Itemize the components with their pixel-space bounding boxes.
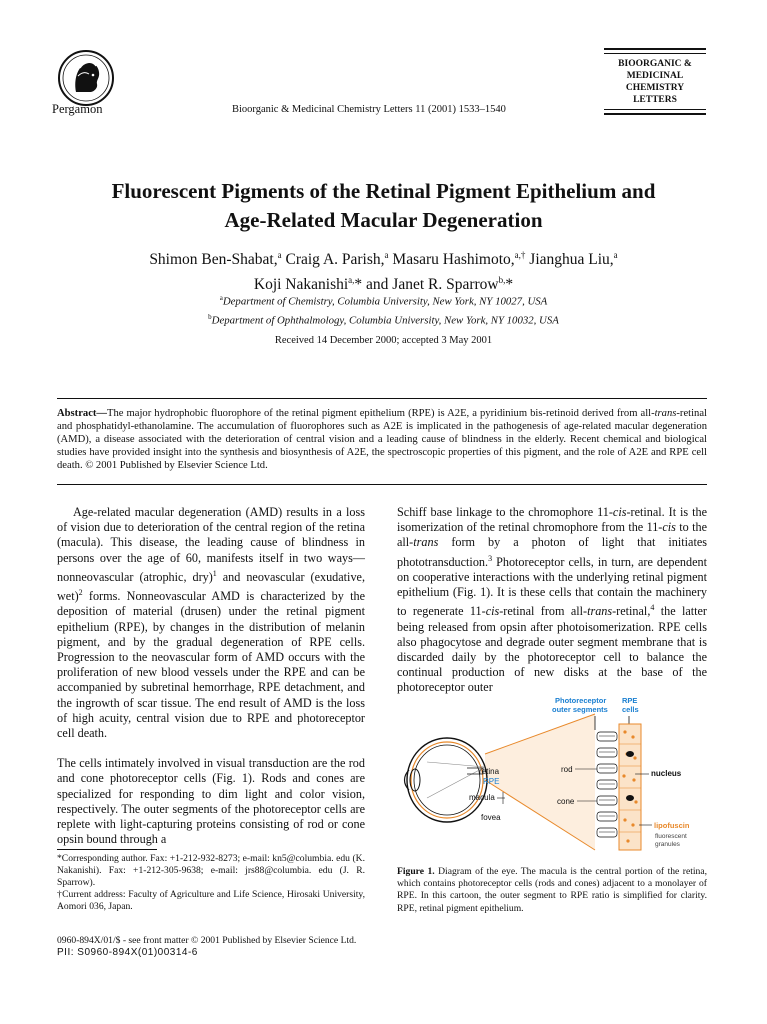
abstract-bottom-rule [57, 484, 707, 485]
eye-drawing [405, 738, 488, 822]
publisher-name: Pergamon [52, 102, 103, 116]
page-footer [57, 935, 356, 959]
paragraph-1: Age-related macular degeneration (AMD) results in a loss of vision due to deterioration of the central region of the retina (macula). This disease, the leading cause of blindness in persons over the age of 60, manifests itself in two ways—nonneovascular (atrophic, dry)$^1$ and neovascular (exudative, wet)$^2$ forms. Nonneovascular AMD is characterized by the deposition of material (drusen) under the retinal pigment epithelium (RPE), by changes in the distribution of melanin pigment, and by the gradual degeneration of RPE cells. Progression to the neovascular form of AMD occurs with the proliferation of new blood vessels under the RPE and can be accompanied by subretinal hemorrhage, RPE detachment, and the ingrowth of scar tissue. The end result of AMD is the loss of high acuity, central vision due to RPE and photoreceptor cell death. [57, 505, 365, 740]
label-outer-segments: outer segments [552, 705, 608, 714]
label-retina: retina [479, 767, 500, 776]
figure-1-eye-diagram [397, 692, 707, 860]
figure-1-caption: Figure 1. Diagram of the eye. The macula is the central portion of the retina, which contains photoreceptor cells (rods and cones) adjacent to a monolayer of RPE. In this cartoon, the outer segment to RPE ratio is simplified for clarity. RPE, retinal pigment epithelium. [397, 866, 707, 914]
paragraph-2: The cells intimately involved in visual transduction are the rod and cone photoreceptor cells (Fig. 1). Rods and cones are specialized for responding to dim light and color vision, respectively. The outer segments of the photoreceptor cells are replete with light-capturing proteins consisting of rod or cone opsin bound through a [57, 756, 365, 847]
pii-line: PII: S0960-894X(01)00314-6 [57, 947, 198, 958]
label-fluorescent: fluorescent [655, 833, 687, 840]
pergamon-logo [56, 48, 116, 108]
paper-title: Fluorescent Pigments of the Retinal Pigment Epithelium and Age-Related Macular Degeneration [111, 179, 656, 232]
label-rpe-left: RPE [483, 777, 500, 786]
abstract: Abstract—The major hydrophobic fluorophore of the retinal pigment epithelium (RPE) is A2E, a pyridinium bis-retinoid derived from all-trans-retinal and phosphatidyl-ethanolamine. The accumulation of fluorophores such as A2E is implicated in the pathogenesis of age-related macular degeneration (AMD), a disease associated with the deterioration of central vision and a leading cause of blindness in the elderly. Recent chemical and biological studies have provided insight into the synthesis and biosynthesis of A2E, the spectroscopic properties of this pigment, and the role of A2E and RPE cell death. © 2001 Published by Elsevier Science Ltd. [57, 408, 707, 471]
body-column-left [57, 505, 365, 847]
body-column-right [397, 505, 707, 696]
paragraph-3: Schiff base linkage to the chromophore 11-cis-retinal. It is the isomerization of the retinal chromophore from the 11-cis to the all-trans form by a photon of light that initiates phototransduction.$^3$ Photoreceptor cells, in turn, are dependent on cooperative interactions with the underlying retinal pigment epithelium (Fig. 1). It is these cells that contain the machinery to regenerate 11-cis-retinal from all-trans-retinal,$^4$ the latter being released from opsin after photoisomerization. RPE cells also phagocytose and degrade outer segment membrane that is discarded daily by the photoreceptor cell to balance the continual production of new disks at the base of the photoreceptor outer [397, 505, 708, 695]
label-macula: macula [469, 793, 495, 802]
label-lipofuscin: lipofuscin [654, 821, 690, 830]
abstract-top-rule [57, 398, 707, 399]
footnote-rule [57, 849, 157, 850]
label-photoreceptor: Photoreceptor [555, 696, 607, 705]
affiliations: $^a$Department of Chemistry, Columbia University, New York, NY 10027, USA $^b$Department of Ophthalmology, Columbia University, New York, NY 10032, USA [208, 294, 559, 327]
label-nucleus: nucleus [651, 769, 682, 778]
rpe-cell-column [619, 724, 641, 850]
copyright-line: 0960-894X/01/$ - see front matter © 2001 Published by Elsevier Science Ltd. [57, 935, 357, 946]
journal-box-name: BIOORGANIC & MEDICINAL CHEMISTRY LETTERS [618, 59, 692, 105]
footnote-current-address: †Current address: Faculty of Agriculture and Life Science, Hirosaki University, Aomori 036, Japan. [57, 889, 365, 912]
journal-box [604, 48, 706, 115]
author-list: Shimon Ben-Shabat,$^a$ Craig A. Parish,$^a$ Masaru Hashimoto,$^{a,\dagger}$ Jianghua Liu,$^a$ Koji Nakanishi$^{a,}$* and Janet R. Sparrow$^{b,}$* [149, 250, 618, 294]
label-cells: cells [622, 705, 639, 714]
journal-citation: Bioorganic & Medicinal Chemistry Letters 11 (2001) 1533–1540 [232, 104, 506, 115]
photoreceptor-cells [597, 732, 617, 837]
label-rod: rod [561, 765, 573, 774]
label-fovea: fovea [481, 813, 501, 822]
label-granules: granules [655, 841, 680, 848]
label-rpe-top: RPE [622, 696, 638, 705]
received-dates: Received 14 December 2000; accepted 3 May 2001 [274, 335, 493, 346]
label-cone: cone [557, 797, 575, 806]
footnote-corresponding: *Corresponding author. Fax: +1-212-932-8273; e-mail: kn5@columbia. edu (K. Nakanishi). Fax: +1-212-305-9638; e-mail: jrs88@columbia. edu (J. R. Sparrow). [57, 853, 365, 888]
footnotes [57, 853, 365, 913]
